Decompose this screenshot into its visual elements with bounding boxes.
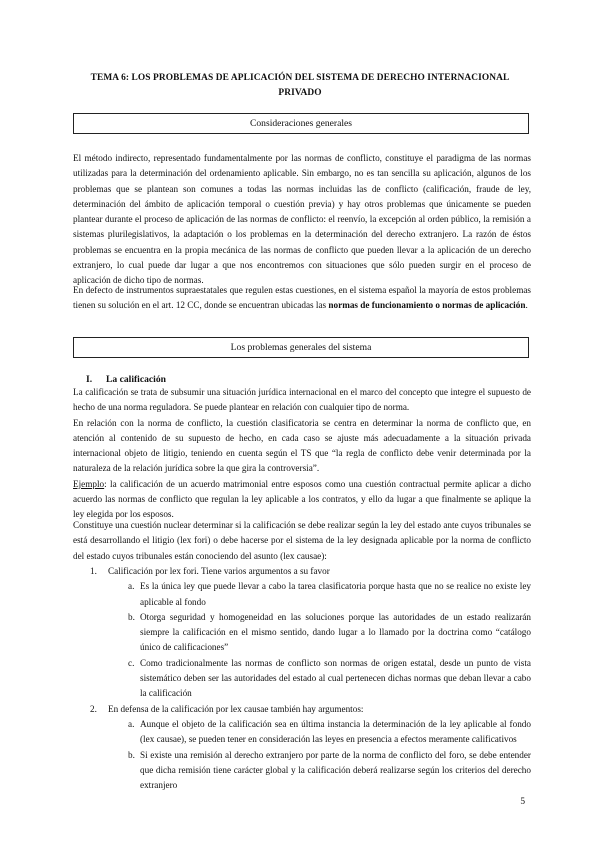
list-text: Es la única ley que puede llevar a cabo la tarea clasificatoria porque hasta que no se realice no existe ley aplicable al fondo	[140, 581, 531, 607]
paragraph-text: Constituye una cuestión nuclear determinar si la calificación se debe realizar según la ley del estado ante cuyos tribunales se está desarrollando el litigio (lex fori) o debe hacerse por el sistema de la ley designada aplicable por la norma de conflicto del estado cuyos tribunales están conociendo del asunto (lex causae):	[73, 520, 531, 561]
paragraph-lex	[73, 518, 531, 564]
paragraph-end: .	[525, 300, 528, 311]
paragraph-supraestatal	[73, 283, 531, 314]
paragraph-text: En defecto de instrumentos supraestatales que regulen estas cuestiones, en el sistema español la mayoría de estos problemas tienen su solución en el art. 12 CC, donde se encuentran ubicadas las	[73, 285, 531, 311]
list-text: Otorga seguridad y homogeneidad en las soluciones porque las autoridades de un estado realizarán siempre la calificación en el mismo sentido, dando lugar a lo llamado por la doctrina como “catálogo único de calificaciones”	[140, 611, 531, 653]
sub-list-item	[73, 748, 531, 794]
list-text: Como tradicionalmente las normas de conflicto son normas de origen estatal, desde un punto de vista sistemático deben ser las autoridades del estado al cual pertenecen dichas normas que deban llevar a cabo la calificación	[140, 657, 531, 699]
list-text: Aunque el objeto de la calificación sea en última instancia la determinación de la ley aplicable al fondo (lex causae), se pueden tener en consideración las leyes en presencia a efectos meramente calificativos	[140, 718, 531, 745]
paragraph-text: La calificación se trata de subsumir una situación jurídica internacional en el marco del concepto que integre el supuesto de hecho de una norma reguladora. Se puede plantear en relación con cualquier tipo de norma.	[73, 387, 531, 413]
sub-list-item	[73, 579, 531, 610]
sub-list-item	[73, 610, 531, 656]
sub-list-item	[73, 717, 531, 748]
paragraph-intro	[73, 151, 531, 289]
paragraph-text: : la calificación de un acuerdo matrimonial entre esposos como una cuestión contractual permite aplicar a dicho acuerdo las normas de conflicto que regulan la ley aplicable a los contratos, y ello da lugar a que finalmente se aplique la ley elegida por los esposos.	[73, 478, 531, 520]
list-text: Calificación por lex fori. Tiene varios argumentos a su favor	[108, 566, 330, 576]
list-text: En defensa de la calificación por lex causae también hay argumentos:	[108, 703, 364, 714]
list-letter: a.	[128, 581, 135, 592]
sub-list-item	[73, 656, 531, 702]
page-number: 5	[520, 797, 525, 807]
list-letter: c.	[128, 657, 135, 668]
paragraph-text: En relación con la norma de conflicto, la cuestión clasificatoria se centra en determinar la norma de conflicto que, en atención al contenido de su supuesto de hecho, en cada caso se ajuste más adecuadamente a la situación privada internacional objeto de litigio, teniendo en cuenta según el TS que “la regla de conflicto debe venir determinada por la naturaleza de la relación jurídica sobre la que gira la controversia”.	[73, 417, 531, 474]
paragraph-text: El método indirecto, representado fundamentalmente por las normas de conflicto, constituye el paradigma de las normas utilizadas para la determinación del ordenamiento aplicable. Sin embargo, no es tan sencilla su aplicación, algunos de los problemas que se plantean son comunes a todas las normas incluidas las de conflicto (calificación, fraude de ley, determinación del ámbito de aplicación temporal o cuestión previa) y hay otros problemas que únicamente se pueden plantear durante el proceso de aplicación de las normas de conflicto: el reenvío, la excepción al orden público, la remisión a sistemas plurilegislativos, la adaptación o los problemas en la determinación del derecho extranjero. La razón de éstos problemas se encuentra en la propia mecánica de las normas de conflicto que pueden llevar a la aplicación de un derecho extranjero, lo cual puede dar lugar a que nos encontremos con situaciones que sólo pueden surgir en el proceso de aplicación de dicho tipo de normas.	[73, 153, 531, 286]
bold-term: normas de funcionamiento o normas de aplicación	[328, 300, 526, 311]
argument-list	[73, 564, 531, 793]
list-item	[73, 564, 531, 579]
example-label: Ejemplo	[73, 478, 105, 489]
list-letter: a.	[128, 718, 135, 729]
subheading-title: La calificación	[106, 374, 166, 385]
list-text: Si existe una remisión al derecho extranjero por parte de la norma de conflicto del foro, se debe entender que dicha remisión tiene carácter global y la calificación deberá realizarse según los criterios del derecho extranjero	[140, 749, 531, 791]
paragraph-calificacion	[73, 385, 531, 523]
list-letter: b.	[128, 611, 135, 622]
document-title: TEMA 6: LOS PROBLEMAS DE APLICACIÓN DEL SISTEMA DE DERECHO INTERNACIONAL PRIVADO	[90, 73, 510, 98]
list-letter: b.	[128, 749, 135, 760]
section-heading-general: Consideraciones generales	[73, 113, 529, 134]
list-number: 1.	[90, 566, 97, 576]
list-item	[73, 702, 531, 717]
list-number: 2.	[90, 703, 97, 714]
section-heading-problems: Los problemas generales del sistema	[73, 337, 529, 358]
subheading-number: I.	[86, 374, 93, 385]
